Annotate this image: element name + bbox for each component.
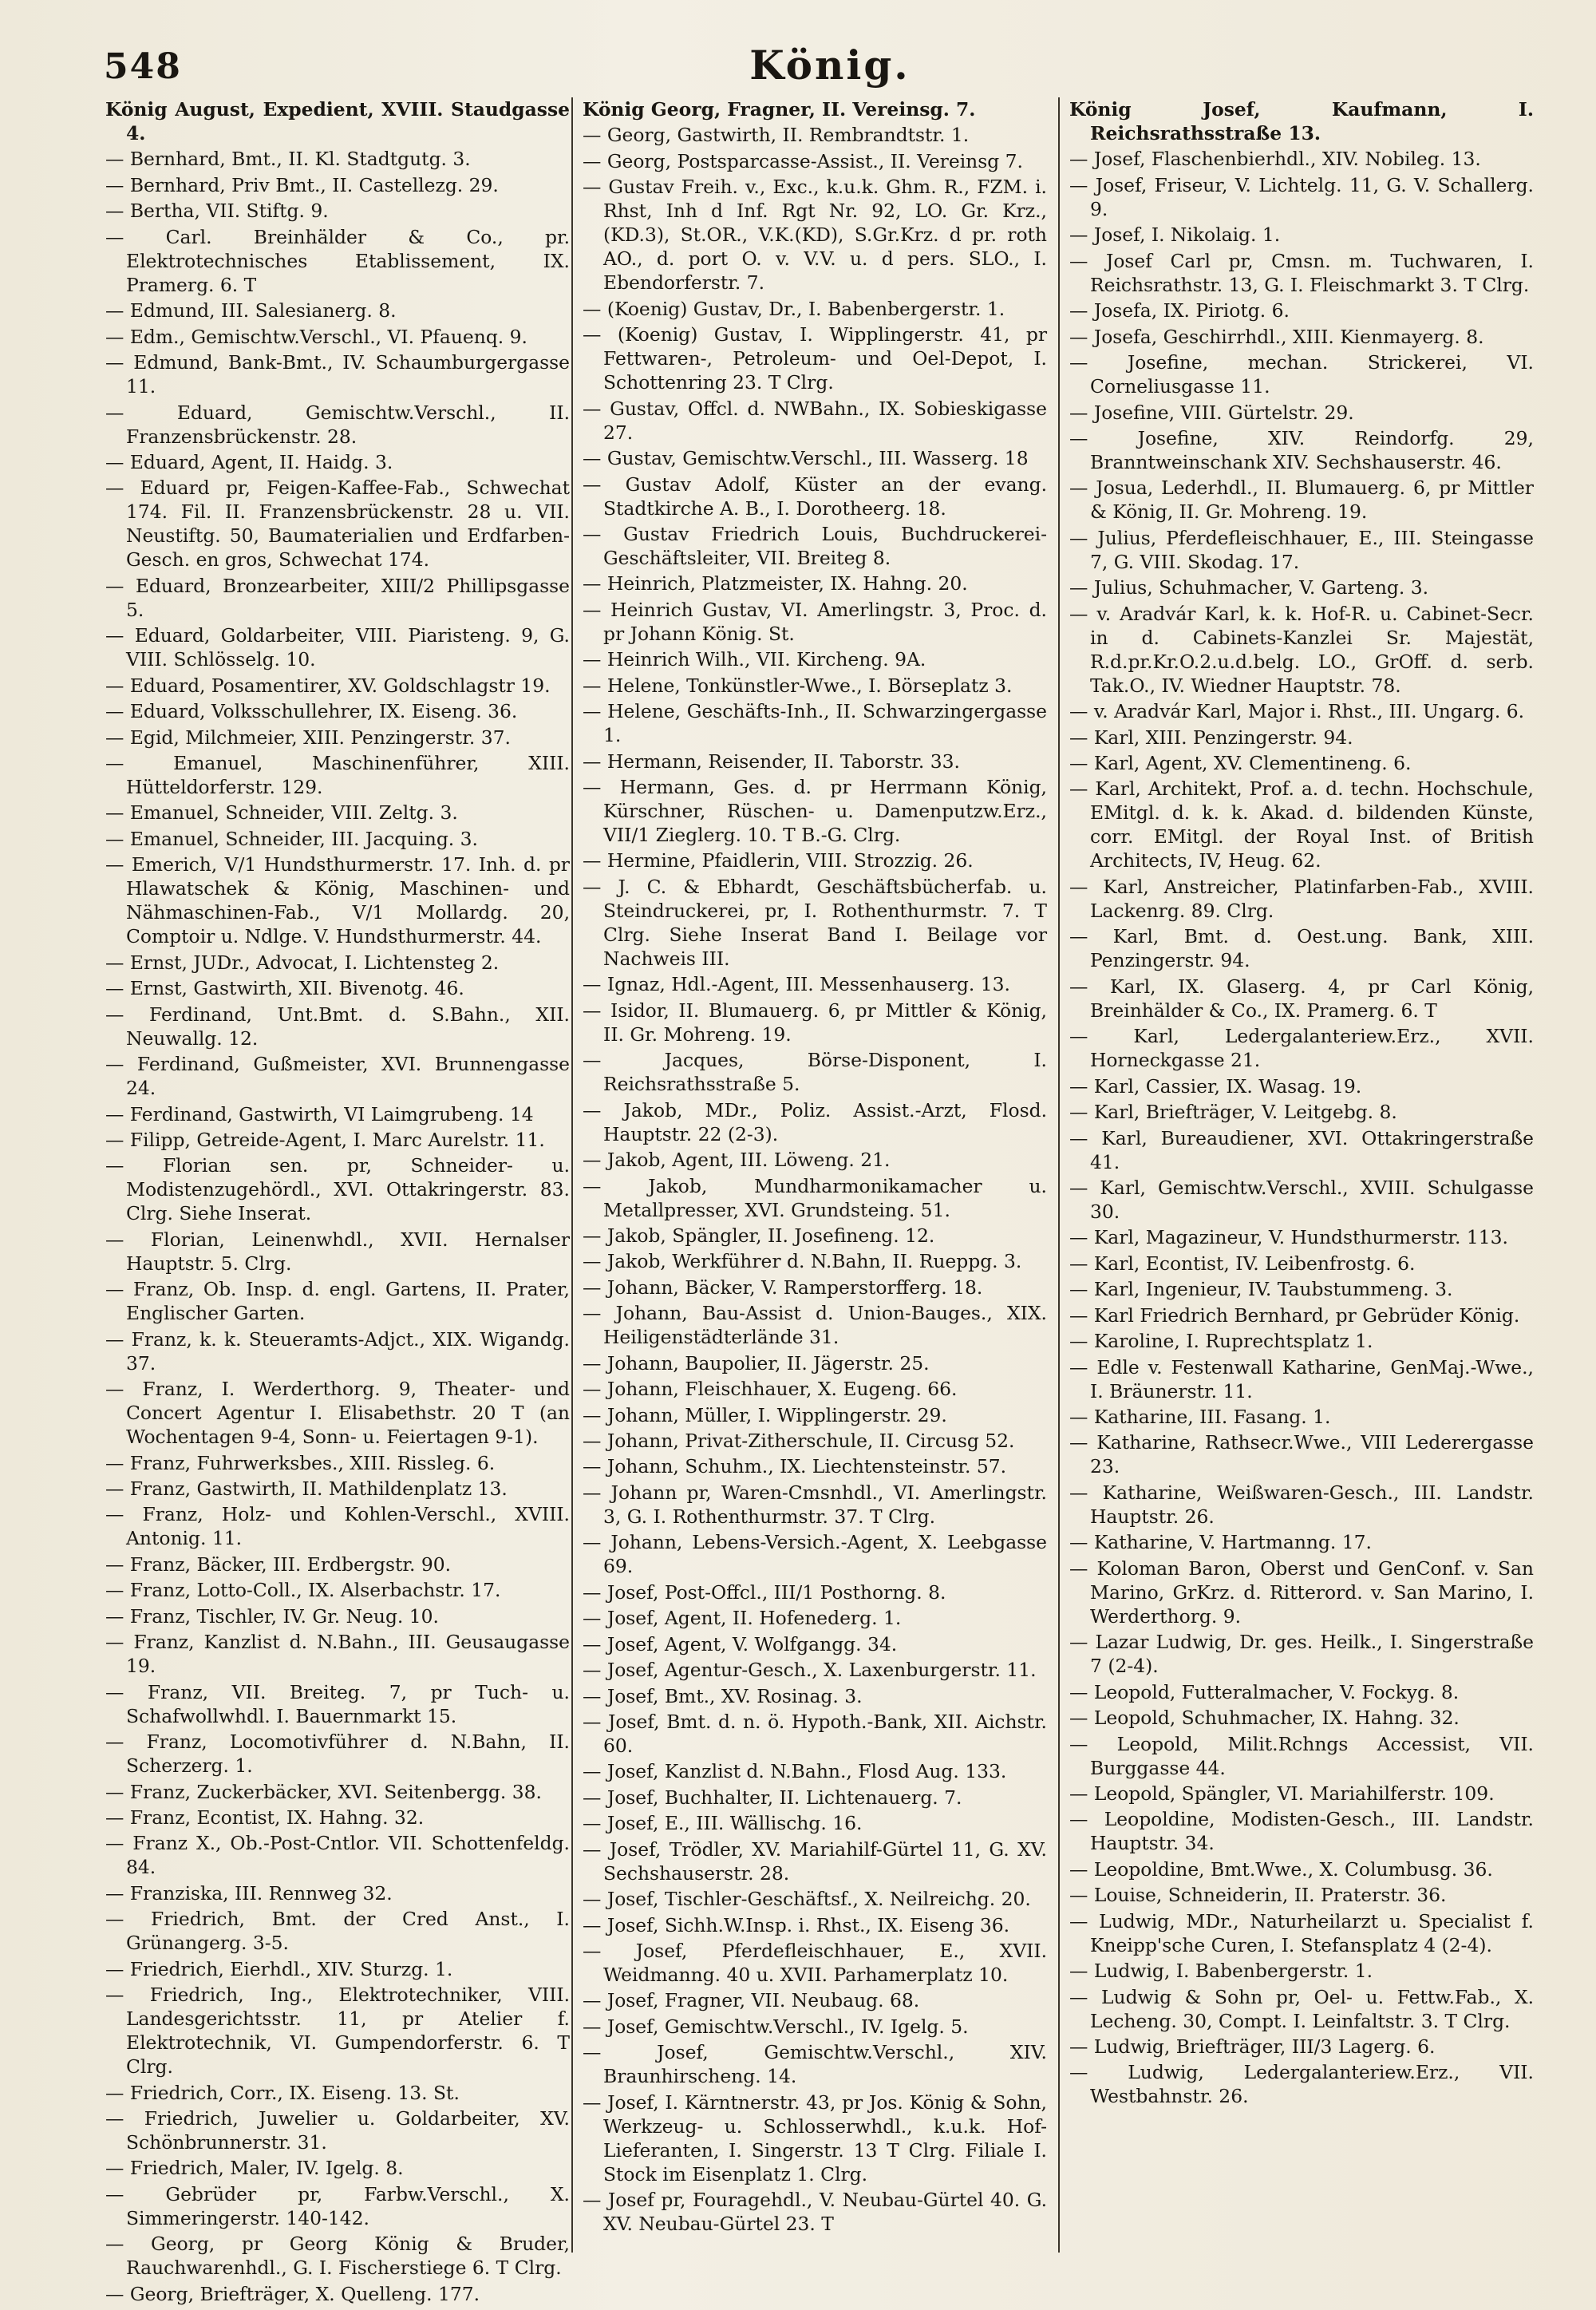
directory-entry: — Franz, Lotto-Coll., IX. Alserbachstr. 17. — [105, 1579, 501, 1602]
directory-entry: — Katharine, Rathsecr.Wwe., VIII Lederergasse 23. — [1069, 1431, 1534, 1478]
directory-entry: — Josef, Gemischtw.Verschl., IV. Igelg. 5. — [583, 2015, 969, 2038]
directory-entry: — Katharine, Weißwaren-Gesch., III. Landstr. Hauptstr. 26. — [1069, 1481, 1534, 1528]
directory-entry: — Josef, I. Nikolaig. 1. — [1069, 223, 1281, 247]
directory-entry: — Josef, Flaschenbierhdl., XIV. Nobileg. 13. — [1069, 148, 1481, 171]
directory-entry: König Georg, Fragner, II. Vereinsg. 7. — [583, 98, 976, 121]
directory-entry: — Franz, I. Werderthorg. 9, Theater- und Concert Agentur I. Elisabethstr. 20 T (an Wochentagen 9-4, Sonn- u. Feiertagen 9-1). — [105, 1378, 570, 1449]
directory-entry: — Josefine, mechan. Strickerei, VI. Corneliusgasse 11. — [1069, 351, 1534, 398]
directory-entry: — Franz, Ob. Insp. d. engl. Gartens, II. Prater, Englischer Garten. — [105, 1278, 570, 1325]
directory-entry: — Heinrich Wilh., VII. Kircheng. 9A. — [583, 648, 926, 671]
directory-entry: — Egid, Milchmeier, XIII. Penzingerstr. 37. — [105, 726, 511, 749]
directory-entry: — J. C. & Ebhardt, Geschäftsbücherfab. u. Steindruckerei, pr, I. Rothenthurmstr. 7. T Clrg. Siehe Inserat Band I. Beilage vor Nachweis III. — [583, 875, 1047, 970]
directory-entry: — Jacques, Börse-Disponent, I. Reichsrathsstraße 5. — [583, 1049, 1047, 1096]
directory-entry: — Johann, Schuhm., IX. Liechtensteinstr. 57. — [583, 1455, 1007, 1478]
directory-entry: — Josef, Pferdefleischhauer, E., XVII. Weidmanng. 40 u. XVII. Parhamerplatz 10. — [583, 1940, 1047, 1986]
directory-entry: — Eduard, Goldarbeiter, VIII. Piaristeng. 9, G. VIII. Schlösselg. 10. — [105, 624, 570, 671]
directory-entry: — Josef, Bmt., XV. Rosinag. 3. — [583, 1684, 863, 1707]
directory-entry: — Josef, Fragner, VII. Neubaug. 68. — [583, 1989, 920, 2012]
directory-entry: — Edmund, III. Salesianerg. 8. — [105, 299, 397, 322]
directory-entry: — Emanuel, Schneider, III. Jacquing. 3. — [105, 827, 478, 850]
directory-entry: — Friedrich, Maler, IV. Igelg. 8. — [105, 2157, 404, 2180]
directory-entry: — Josef, Bmt. d. n. ö. Hypoth.-Bank, XII. Aichstr. 60. — [583, 1710, 1047, 1757]
directory-entry: — Johann, Fleischhauer, X. Eugeng. 66. — [583, 1378, 958, 1401]
directory-entry: — Eduard, Agent, II. Haidg. 3. — [105, 450, 393, 473]
directory-entry: — Josef, Post-Offcl., III/1 Posthorng. 8. — [583, 1580, 946, 1604]
directory-entry: — Leopold, Milit.Rchngs Accessist, VII. Burggasse 44. — [1069, 1732, 1534, 1779]
directory-entry: — v. Aradvár Karl, k. k. Hof-R. u. Cabinet-Secr. in d. Cabinets-Kanzlei Sr. Majestät, R.d.pr.Kr.O.2.u.d.belg. LO., GrOff. d. serb. Tak.O., IV. Wiedner Hauptstr. 78. — [1069, 602, 1534, 697]
directory-entry: — Karl, IX. Glaserg. 4, pr Carl König, Breinhälder & Co., IX. Pramerg. 6. T — [1069, 975, 1534, 1022]
directory-entry: — Ernst, Gastwirth, XII. Bivenotg. 46. — [105, 977, 464, 1000]
directory-entry: — Josef, Sichh.W.Insp. i. Rhst., IX. Eiseng 36. — [583, 1913, 1010, 1936]
directory-entry: — Karl Friedrich Bernhard, pr Gebrüder König. — [1069, 1303, 1520, 1327]
directory-entry: — Josua, Lederhdl., II. Blumauerg. 6, pr Mittler & König, II. Gr. Mohreng. 19. — [1069, 477, 1534, 524]
directory-entry: — Karl, Agent, XV. Clementineng. 6. — [1069, 752, 1412, 774]
directory-entry: — Ferdinand, Unt.Bmt. d. S.Bahn., XII. Neuwallg. 12. — [105, 1003, 570, 1050]
directory-entry: — Johann, Bau-Assist d. Union-Bauges., XIX. Heiligenstädterlände 31. — [583, 1302, 1047, 1349]
directory-entry: — Hermine, Pfaidlerin, VIII. Strozzig. 26. — [583, 849, 974, 872]
directory-entry: König August, Expedient, XVIII. Staudgasse 4. — [105, 98, 570, 144]
directory-entry: — Josef, Agent, V. Wolfgangg. 34. — [583, 1632, 898, 1655]
directory-entry: — Emanuel, Maschinenführer, XIII. Hütteldorferstr. 129. — [105, 752, 570, 798]
directory-entry: — Friedrich, Juwelier u. Goldarbeiter, XV. Schönbrunnerstr. 31. — [105, 2107, 570, 2154]
directory-entry: — Leopoldine, Bmt.Wwe., X. Columbusg. 36. — [1069, 1857, 1493, 1881]
directory-entry: — Franz, Bäcker, III. Erdbergstr. 90. — [105, 1553, 452, 1576]
directory-entry: — Ludwig & Sohn pr, Oel- u. Fettw.Fab., X. Lecheng. 30, Compt. I. Leinfaltstr. 3. T Clrg. — [1069, 1985, 1534, 2032]
directory-entry: — Eduard, Bronzearbeiter, XIII/2 Phillipsgasse 5. — [105, 574, 570, 621]
directory-entry: — Heinrich, Platzmeister, IX. Hahng. 20. — [583, 572, 968, 595]
page-header — [104, 42, 1556, 105]
directory-entry: — Karl, Briefträger, V. Leitgebg. 8. — [1069, 1101, 1397, 1124]
directory-entry: — Louise, Schneiderin, II. Praterstr. 36. — [1069, 1884, 1447, 1907]
directory-entry: — Karl, Bureaudiener, XVI. Ottakringerstraße 41. — [1069, 1126, 1534, 1173]
directory-entry: — Gustav, Offcl. d. NWBahn., IX. Sobieskigasse 27. — [583, 397, 1047, 444]
directory-entry: — Karl, Anstreicher, Platinfarben-Fab., XVIII. Lackenrg. 89. Clrg. — [1069, 875, 1534, 922]
directory-entry: — Bernhard, Priv Bmt., II. Castellezg. 29. — [105, 173, 499, 196]
directory-entry: — Georg, Postsparcasse-Assist., II. Vereinsg 7. — [583, 149, 1023, 172]
directory-entry: — Bertha, VII. Stiftg. 9. — [105, 200, 329, 223]
directory-entry: — Josef, Friseur, V. Lichtelg. 11, G. V. Schallerg. 9. — [1069, 173, 1534, 220]
directory-entry: — Josef pr, Fouragehdl., V. Neubau-Gürtel 40. G. XV. Neubau-Gürtel 23. T — [583, 2189, 1047, 2236]
directory-entry: — Eduard, Gemischtw.Verschl., II. Franzensbrückenstr. 28. — [105, 401, 570, 448]
directory-entry: — Karoline, I. Ruprechtsplatz 1. — [1069, 1330, 1373, 1353]
directory-entry: — Ludwig, Briefträger, III/3 Lagerg. 6. — [1069, 2035, 1436, 2058]
directory-entry: — Josef, Kanzlist d. N.Bahn., Flosd Aug. 133. — [583, 1760, 1007, 1783]
directory-entry: — Georg, Gastwirth, II. Rembrandtstr. 1. — [583, 124, 970, 147]
directory-entry: — Hermann, Reisender, II. Taborstr. 33. — [583, 750, 960, 773]
directory-entry: — Eduard, Posamentirer, XV. Goldschlagstr 19. — [105, 674, 551, 697]
directory-entry: — Johann, Müller, I. Wipplingerstr. 29. — [583, 1403, 947, 1426]
directory-entry: — Heinrich Gustav, VI. Amerlingstr. 3, Proc. d. pr Johann König. St. — [583, 598, 1047, 645]
directory-entry: — Franz, Holz- und Kohlen-Verschl., XVIII. Antonig. 11. — [105, 1503, 570, 1550]
directory-entry: — Lazar Ludwig, Dr. ges. Heilk., I. Singerstraße 7 (2-4). — [1069, 1631, 1534, 1678]
directory-entry: — Koloman Baron, Oberst und GenConf. v. San Marino, GrKrz. d. Ritterord. v. San Marino, I. Werderthorg. 9. — [1069, 1556, 1534, 1628]
directory-entry: — Gustav Freih. v., Exc., k.u.k. Ghm. R., FZM. i. Rhst, Inh d Inf. Rgt Nr. 92, LO. Gr. Krz., (KD.3), St.OR., V.K.(KD), S.Gr.Krz. d pr. roth AO., d. port O. v. V.V. u. d pers. SLO., I. Ebendorferstr. 7. — [583, 176, 1047, 295]
page-number: 548 — [104, 46, 182, 87]
directory-entry: — Franz, Kanzlist d. N.Bahn., III. Geusaugasse 19. — [105, 1631, 570, 1678]
directory-entry: — Ludwig, Ledergalanteriew.Erz., VII. Westbahnstr. 26. — [1069, 2061, 1534, 2108]
directory-entry: — Franz, Zuckerbäcker, XVI. Seitenbergg. 38. — [105, 1780, 542, 1803]
directory-entry: — Josef, Buchhalter, II. Lichtenauerg. 7. — [583, 1786, 962, 1809]
directory-entry: — (Koenig) Gustav, Dr., I. Babenbergerstr. 1. — [583, 297, 1005, 320]
directory-entry: — Franziska, III. Rennweg 32. — [105, 1881, 393, 1905]
column-right — [1069, 97, 1534, 2261]
directory-entry: — Franz, Fuhrwerksbes., XIII. Rissleg. 6. — [105, 1451, 496, 1474]
directory-entry: — Josefa, IX. Piriotg. 6. — [1069, 299, 1290, 322]
directory-entry: — Edle v. Festenwall Katharine, GenMaj.-Wwe., I. Bräunerstr. 11. — [1069, 1355, 1534, 1402]
page-title: König. — [749, 42, 911, 89]
directory-entry: — Isidor, II. Blumauerg. 6, pr Mittler & König, II. Gr. Mohreng. 19. — [583, 999, 1047, 1046]
directory-entry: — Karl, Cassier, IX. Wasag. 19. — [1069, 1074, 1362, 1098]
directory-entry: — Josef, Agent, II. Hofenederg. 1. — [583, 1607, 902, 1630]
directory-entry: — Josefine, XIV. Reindorfg. 29, Branntweinschank XIV. Sechshauserstr. 46. — [1069, 426, 1534, 473]
directory-entry: — Karl, Architekt, Prof. a. d. techn. Hochschule, EMitgl. d. k. k. Akad. d. bildenden Künste, corr. EMitgl. der Royal Inst. of British Architects, IV, Heug. 62. — [1069, 777, 1534, 872]
directory-entry: — Jakob, Mundharmonikamacher u. Metallpresser, XVI. Grundsteing. 51. — [583, 1174, 1047, 1221]
directory-entry: — Johann, Lebens-Versich.-Agent, X. Leebgasse 69. — [583, 1531, 1047, 1578]
directory-entry: — Ignaz, Hdl.-Agent, III. Messenhauserg. 13. — [583, 973, 1010, 996]
directory-entry: — Julius, Schuhmacher, V. Garteng. 3. — [1069, 576, 1429, 599]
directory-entry: — Johann pr, Waren-Cmsnhdl., VI. Amerlingstr. 3, G. I. Rothenthurmstr. 37. T Clrg. — [583, 1481, 1047, 1528]
directory-entry: König Josef, Kaufmann, I. Reichsrathsstraße 13. — [1069, 98, 1534, 144]
directory-entry: — Johann, Privat-Zitherschule, II. Circusg 52. — [583, 1430, 1015, 1452]
directory-entry: — Eduard pr, Feigen-Kaffee-Fab., Schwechat 174. Fil. II. Franzensbrückenstr. 28 u. VII. Neustiftg. 50, Baumaterialien und Erdfarben-Gesch. en gros, Schwechat 174. — [105, 477, 570, 572]
directory-entry: — Friedrich, Bmt. der Cred Anst., I. Grünangerg. 3-5. — [105, 1908, 570, 1955]
column-divider — [571, 97, 573, 2253]
column-left — [105, 97, 570, 2305]
directory-entry: — Jakob, Agent, III. Löweng. 21. — [583, 1149, 891, 1172]
directory-entry: — Josefine, VIII. Gürtelstr. 29. — [1069, 401, 1354, 424]
directory-entry: — Josef Carl pr, Cmsn. m. Tuchwaren, I. Reichsrathstr. 13, G. I. Fleischmarkt 3. T Clrg. — [1069, 249, 1534, 296]
directory-entry: — Franz, Locomotivführer d. N.Bahn, II. Scherzerg. 1. — [105, 1731, 570, 1778]
directory-entry: — Leopold, Schuhmacher, IX. Hahng. 32. — [1069, 1707, 1460, 1730]
directory-entry: — Bernhard, Bmt., II. Kl. Stadtgutg. 3. — [105, 148, 471, 171]
directory-entry: — Franz, k. k. Steueramts-Adjct., XIX. Wigandg. 37. — [105, 1327, 570, 1375]
directory-entry: — Eduard, Volksschullehrer, IX. Eiseng. 36. — [105, 700, 518, 723]
directory-entry: — (Koenig) Gustav, I. Wipplingerstr. 41, pr Fettwaren-, Petroleum- und Oel-Depot, I. Schottenring 23. T Clrg. — [583, 323, 1047, 394]
directory-entry: — Karl, Magazineur, V. Hundsthurmerstr. 113. — [1069, 1226, 1508, 1249]
directory-entry: — Hermann, Ges. d. pr Herrmann König, Kürschner, Rüschen- u. Damenputzw.Erz., VII/1 Zieglerg. 10. T B.-G. Clrg. — [583, 776, 1047, 846]
directory-entry: — Karl, Ingenieur, IV. Taubstummeng. 3. — [1069, 1278, 1453, 1301]
directory-entry: — Jakob, Werkführer d. N.Bahn, II. Rueppg. 3. — [583, 1250, 1022, 1273]
directory-entry: — Gustav Adolf, Küster an der evang. Stadtkirche A. B., I. Dorotheerg. 18. — [583, 473, 1047, 520]
directory-entry: — Josef, Tischler-Geschäftsf., X. Neilreichg. 20. — [583, 1888, 1031, 1911]
directory-entry: — v. Aradvár Karl, Major i. Rhst., III. Ungarg. 6. — [1069, 700, 1525, 723]
directory-entry: — Ferdinand, Gußmeister, XVI. Brunnengasse 24. — [105, 1053, 570, 1100]
directory-entry: — Leopold, Futteralmacher, V. Fockyg. 8. — [1069, 1680, 1460, 1703]
directory-entry: — Katharine, V. Hartmanng. 17. — [1069, 1531, 1372, 1554]
directory-entry: — Helene, Geschäfts-Inh., II. Schwarzingergasse 1. — [583, 700, 1047, 747]
directory-entry: — Jakob, MDr., Poliz. Assist.-Arzt, Flosd. Hauptstr. 22 (2-3). — [583, 1098, 1047, 1145]
directory-entry: — Helene, Tonkünstler-Wwe., I. Börseplatz 3. — [583, 674, 1013, 697]
directory-entry: — Friedrich, Eierhdl., XIV. Sturzg. 1. — [105, 1957, 453, 1980]
directory-entry: — Johann, Baupolier, II. Jägerstr. 25. — [583, 1351, 930, 1375]
directory-entry: — Ludwig, I. Babenbergerstr. 1. — [1069, 1960, 1373, 1983]
column-middle — [583, 97, 1047, 2261]
directory-entry: — Leopold, Spängler, VI. Mariahilferstr. 109. — [1069, 1782, 1495, 1805]
directory-entry: — Gustav Friedrich Louis, Buchdruckerei-Geschäftsleiter, VII. Breiteg 8. — [583, 522, 1047, 569]
directory-entry: — Karl, Gemischtw.Verschl., XVIII. Schulgasse 30. — [1069, 1176, 1534, 1223]
directory-entry: — Josef, Gemischtw.Verschl., XIV. Braunhirscheng. 14. — [583, 2041, 1047, 2088]
directory-entry: — Emerich, V/1 Hundsthurmerstr. 17. Inh. d. pr Hlawatschek & König, Maschinen- und Nähmaschinen-Fab., V/1 Mollardg. 20, Comptoir u. Ndlge. V. Hundsthurmerstr. 44. — [105, 853, 570, 948]
column-divider — [1058, 97, 1060, 2253]
directory-entry: — Edm., Gemischtw.Verschl., VI. Pfauenq. 9. — [105, 325, 527, 348]
directory-entry: — Friedrich, Ing., Elektrotechniker, VIII. Landesgerichtsstr. 11, pr Atelier f. Elektrotechnik, VI. Gumpendorferstr. 6. T Clrg. — [105, 1984, 570, 2079]
directory-entry: — Franz X., Ob.-Post-Cntlor. VII. Schottenfeldg. 84. — [105, 1832, 570, 1879]
directory-entry: — Karl, XIII. Penzingerstr. 94. — [1069, 726, 1353, 749]
directory-entry: — Leopoldine, Modisten-Gesch., III. Landstr. Hauptstr. 34. — [1069, 1808, 1534, 1855]
directory-entry: — Ernst, JUDr., Advocat, I. Lichtensteg 2. — [105, 951, 500, 974]
directory-entry: — Franz, Gastwirth, II. Mathildenplatz 13. — [105, 1477, 508, 1500]
directory-entry: — Karl, Ledergalanteriew.Erz., XVII. Horneckgasse 21. — [1069, 1025, 1534, 1072]
directory-entry: — Friedrich, Corr., IX. Eiseng. 13. St. — [105, 2081, 460, 2104]
directory-entry: — Karl, Bmt. d. Oest.ung. Bank, XIII. Penzingerstr. 94. — [1069, 925, 1534, 972]
directory-entry: — Julius, Pferdefleischhauer, E., III. Steingasse 7, G. VIII. Skodag. 17. — [1069, 526, 1534, 573]
directory-entry: — Carl. Breinhälder & Co., pr. Elektrotechnisches Etablissement, IX. Pramerg. 6. T — [105, 225, 570, 296]
directory-entry: — Franz, VII. Breiteg. 7, pr Tuch- u. Schafwollwhdl. I. Bauernmarkt 15. — [105, 1680, 570, 1727]
directory-entry: — Franz, Econtist, IX. Hahng. 32. — [105, 1806, 425, 1829]
directory-entry: — Florian sen. pr, Schneider- u. Modistenzugehördl., XVI. Ottakringerstr. 83. Clrg. Siehe Inserat. — [105, 1154, 570, 1225]
directory-entry: — Katharine, III. Fasang. 1. — [1069, 1406, 1331, 1428]
directory-entry: — Jakob, Spängler, II. Josefineng. 12. — [583, 1224, 935, 1247]
directory-entry: — Edmund, Bank-Bmt., IV. Schaumburgergasse 11. — [105, 351, 570, 398]
directory-entry: — Florian, Leinenwhdl., XVII. Hernalser Hauptstr. 5. Clrg. — [105, 1228, 570, 1275]
directory-entry: — Ludwig, MDr., Naturheilarzt u. Specialist f. Kneipp'sche Curen, I. Stefansplatz 4 (2-4). — [1069, 1909, 1534, 1956]
directory-entry: — Emanuel, Schneider, VIII. Zeltg. 3. — [105, 801, 458, 825]
directory-entry: — Karl, Econtist, IV. Leibenfrostg. 6. — [1069, 1252, 1416, 1275]
directory-entry: — Gebrüder pr, Farbw.Verschl., X. Simmeringerstr. 140-142. — [105, 2182, 570, 2229]
directory-entry: — Gustav, Gemischtw.Verschl., III. Wasserg. 18 — [583, 447, 1029, 470]
directory-entry: — Josef, Agentur-Gesch., X. Laxenburgerstr. 11. — [583, 1659, 1037, 1682]
directory-entry: — Filipp, Getreide-Agent, I. Marc Aurelstr. 11. — [105, 1128, 545, 1151]
directory-entry: — Josef, E., III. Wällischg. 16. — [583, 1812, 863, 1835]
directory-entry: — Georg, Briefträger, X. Quelleng. 177. — [105, 2282, 480, 2305]
directory-entry: — Josef, Trödler, XV. Mariahilf-Gürtel 11, G. XV. Sechshauserstr. 28. — [583, 1837, 1047, 1885]
directory-entry: — Josef, I. Kärntnerstr. 43, pr Jos. König & Sohn, Werkzeug- u. Schlosserwhdl., k.u.k. Hof-Lieferanten, I. Singerstr. 13 T Clrg. Filiale I. Stock im Eisenplatz 1. Clrg. — [583, 2090, 1047, 2185]
directory-entry: — Ferdinand, Gastwirth, VI Laimgrubeng. 14 — [105, 1102, 534, 1125]
directory-entry: — Johann, Bäcker, V. Ramperstorfferg. 18. — [583, 1276, 983, 1299]
directory-entry: — Josefa, Geschirrhdl., XIII. Kienmayerg. 8. — [1069, 325, 1484, 348]
directory-entry: — Georg, pr Georg König & Bruder, Rauchwarenhdl., G. I. Fischerstiege 6. T Clrg. — [105, 2233, 570, 2280]
directory-entry: — Franz, Tischler, IV. Gr. Neug. 10. — [105, 1604, 439, 1628]
